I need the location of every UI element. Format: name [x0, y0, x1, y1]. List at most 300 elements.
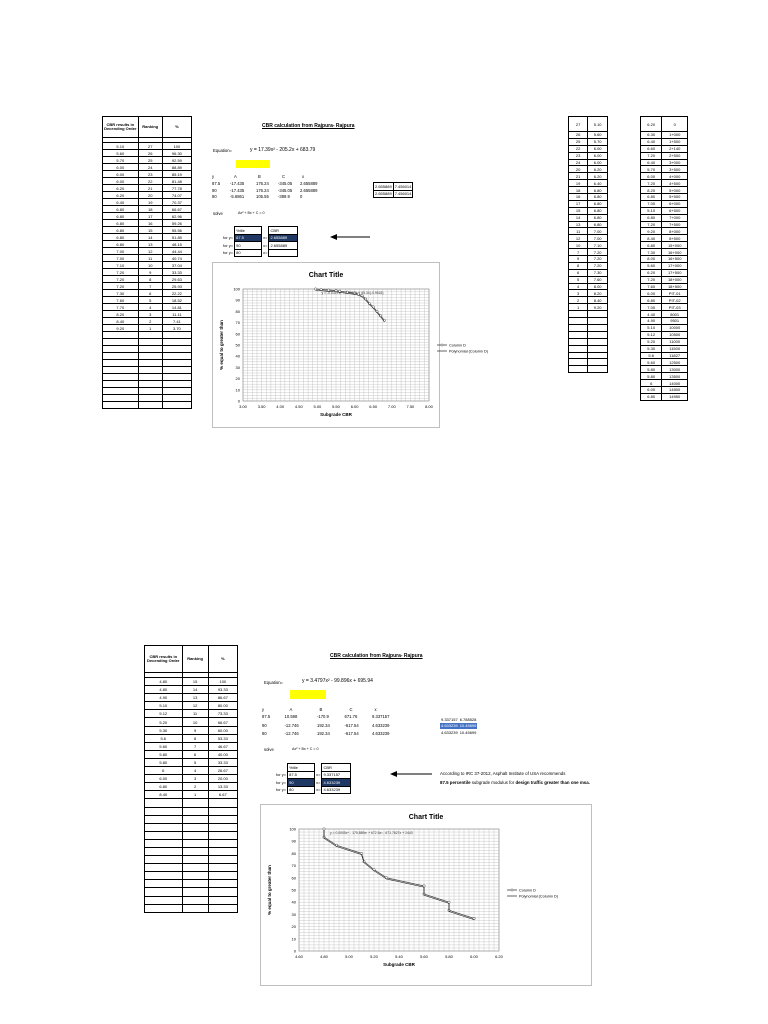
table-cell[interactable]	[138, 353, 162, 360]
table-cell[interactable]: 2	[182, 783, 208, 791]
table-cell[interactable]: 7.10	[588, 242, 608, 249]
table-cell[interactable]: 6.80	[641, 194, 662, 201]
table-cell[interactable]: 7.20	[641, 180, 662, 187]
table-cell[interactable]	[138, 381, 162, 388]
table-cell[interactable]: 4.633239	[441, 723, 458, 729]
table-cell[interactable]: 8001	[662, 311, 688, 318]
chart-page1[interactable]	[212, 262, 489, 428]
table-cell[interactable]: 53.33	[208, 734, 237, 742]
table-cell[interactable]: 40.00	[208, 750, 237, 758]
table-cell[interactable]: 44.44	[162, 248, 191, 255]
table-cell[interactable]: 7.00	[588, 228, 608, 235]
table-cell[interactable]	[162, 388, 191, 395]
table-cell[interactable]: 2.655889	[375, 191, 392, 197]
table-cell[interactable]	[182, 831, 208, 839]
table-cell[interactable]: 7	[138, 283, 162, 290]
table-cell[interactable]	[145, 864, 183, 872]
table-cell[interactable]: 6	[145, 767, 183, 775]
table-cell[interactable]: 7.10	[103, 262, 139, 269]
table-cell[interactable]: 5.60	[145, 742, 183, 750]
table-cell[interactable]	[208, 872, 237, 880]
table-cell[interactable]: 13500	[662, 373, 688, 380]
table-cell[interactable]	[208, 904, 237, 912]
table-cell[interactable]	[145, 839, 183, 847]
table-cell[interactable]: x=	[263, 242, 268, 248]
table-cell[interactable]	[182, 847, 208, 855]
table-cell[interactable]: 5.20	[145, 718, 183, 726]
table-cell[interactable]: 3+000	[662, 159, 688, 166]
table-cell[interactable]	[103, 360, 139, 367]
table-cell[interactable]: 8.40	[145, 791, 183, 799]
table-cell[interactable]: 7.00	[641, 304, 662, 311]
table-cell[interactable]: 1	[569, 304, 588, 311]
table-cell[interactable]: 6.00	[103, 171, 139, 178]
table-cell[interactable]: 37.04	[162, 262, 191, 269]
table-cell[interactable]: 7.20	[103, 276, 139, 283]
table-cell[interactable]: 7.00	[641, 200, 662, 207]
table-cell[interactable]: 5+000	[662, 187, 688, 194]
table-cell[interactable]: 60.00	[208, 726, 237, 734]
table-cell[interactable]	[145, 904, 183, 912]
table-cell[interactable]: 8	[569, 262, 588, 269]
table-cell[interactable]: 5.70	[588, 138, 608, 145]
table-cell[interactable]: 9	[182, 726, 208, 734]
table-cell[interactable]	[182, 823, 208, 831]
table-cell[interactable]	[145, 831, 183, 839]
table-cell[interactable]: 14000	[662, 380, 688, 387]
table-cell[interactable]: 8.00	[641, 256, 662, 263]
table-cell[interactable]	[162, 395, 191, 402]
table-cell[interactable]: 7.70	[103, 304, 139, 311]
table-cell[interactable]	[262, 227, 269, 235]
table-cell[interactable]: 11500	[662, 345, 688, 352]
table-cell[interactable]: 81.48	[162, 178, 191, 185]
table-cell[interactable]: 25.93	[162, 283, 191, 290]
table-cell[interactable]: 20	[569, 166, 588, 173]
table-cell[interactable]: 3+500	[662, 166, 688, 173]
table-cell[interactable]: 11	[569, 228, 588, 235]
table-cell[interactable]	[569, 359, 588, 366]
table-cell[interactable]: 2+500	[662, 152, 688, 159]
table-cell[interactable]: 13.33	[208, 783, 237, 791]
table-cell[interactable]	[162, 353, 191, 360]
table-cell[interactable]: 4+000	[662, 173, 688, 180]
table-cell[interactable]	[103, 332, 139, 339]
table-cell[interactable]	[569, 338, 588, 345]
table-cell[interactable]: 19	[138, 199, 162, 206]
table-cell[interactable]: 6.40	[588, 180, 608, 187]
table-cell[interactable]: 1	[138, 325, 162, 332]
table-cell[interactable]	[269, 249, 298, 257]
table-cell[interactable]: 7.20	[641, 152, 662, 159]
table-cell[interactable]: 11	[182, 710, 208, 718]
table-cell[interactable]: 18+000	[662, 276, 688, 283]
table-cell[interactable]: for y=	[276, 787, 287, 793]
table-cell[interactable]: 6.80	[103, 227, 139, 234]
table-cell[interactable]	[103, 388, 139, 395]
table-cell[interactable]: 2	[138, 318, 162, 325]
table-cell[interactable]: 7.20	[588, 249, 608, 256]
table-cell[interactable]	[162, 332, 191, 339]
table-cell[interactable]	[588, 366, 608, 373]
table-cell[interactable]: 62.96	[162, 213, 191, 220]
table-cell[interactable]: 12	[182, 702, 208, 710]
table-cell[interactable]: 6.80	[641, 297, 662, 304]
table-cell[interactable]: 7.41	[162, 318, 191, 325]
table-cell[interactable]	[145, 856, 183, 864]
table-cell[interactable]: 3	[182, 775, 208, 783]
chart-page2[interactable]	[260, 804, 592, 986]
column-header[interactable]: 5.10	[588, 117, 608, 132]
table-cell[interactable]	[103, 381, 139, 388]
table-cell[interactable]: 6.00	[641, 173, 662, 180]
column-header[interactable]: CBR results in Decending Order	[103, 117, 139, 138]
table-cell[interactable]	[182, 880, 208, 888]
table-cell[interactable]: 12	[569, 235, 588, 242]
table-cell[interactable]: 7+500	[662, 221, 688, 228]
column-header[interactable]: CBR	[322, 764, 351, 772]
table-cell[interactable]	[103, 374, 139, 381]
table-cell[interactable]: 6.20	[588, 166, 608, 173]
table-cell[interactable]	[588, 338, 608, 345]
table-cell[interactable]: 9	[138, 269, 162, 276]
table-cell[interactable]: 10.45699	[459, 723, 477, 729]
table-cell[interactable]	[208, 888, 237, 896]
table-cell[interactable]: 16	[569, 194, 588, 201]
table-cell[interactable]: 7+000	[662, 214, 688, 221]
table-cell[interactable]: 14	[569, 214, 588, 221]
table-cell[interactable]: 24	[138, 164, 162, 171]
table-cell[interactable]: 5.60	[103, 150, 139, 157]
table-cell[interactable]	[569, 324, 588, 331]
table-cell[interactable]	[588, 359, 608, 366]
table-cell[interactable]: 7	[182, 742, 208, 750]
table-cell[interactable]: 100	[162, 143, 191, 150]
table-cell[interactable]: 6.80	[103, 220, 139, 227]
table-cell[interactable]: 11827	[662, 352, 688, 359]
table-cell[interactable]: 17	[138, 213, 162, 220]
table-cell[interactable]: 5.6	[641, 352, 662, 359]
table-cell[interactable]: 6.20	[103, 192, 139, 199]
table-cell[interactable]	[315, 764, 322, 772]
table-cell[interactable]: 2.655889	[269, 234, 298, 242]
table-cell[interactable]	[588, 352, 608, 359]
table-cell[interactable]: 9	[569, 256, 588, 263]
table-cell[interactable]: 20	[138, 192, 162, 199]
table-cell[interactable]	[588, 324, 608, 331]
table-cell[interactable]	[162, 374, 191, 381]
table-cell[interactable]: 5	[569, 276, 588, 283]
table-cell[interactable]: 10.45699	[459, 729, 477, 735]
table-cell[interactable]	[162, 346, 191, 353]
table-cell[interactable]: 4.633239	[441, 729, 458, 735]
table-cell[interactable]	[182, 807, 208, 815]
table-cell[interactable]: 29.63	[162, 276, 191, 283]
table-cell[interactable]: 6.80	[103, 213, 139, 220]
table-cell[interactable]: 4.80	[145, 686, 183, 694]
table-cell[interactable]: 7.20	[641, 276, 662, 283]
table-cell[interactable]: 88.89	[162, 164, 191, 171]
table-cell[interactable]: 5.80	[145, 750, 183, 758]
column-header[interactable]: %	[162, 117, 191, 138]
table-cell[interactable]: for y=	[223, 242, 234, 248]
table-cell[interactable]: 3	[569, 290, 588, 297]
table-cell[interactable]	[208, 831, 237, 839]
table-cell[interactable]: 55.56	[162, 227, 191, 234]
table-cell[interactable]: 12	[138, 248, 162, 255]
table-cell[interactable]: 70.37	[162, 199, 191, 206]
table-cell[interactable]: 48.15	[162, 241, 191, 248]
table-cell[interactable]	[103, 339, 139, 346]
table-cell[interactable]: 6.80	[103, 234, 139, 241]
table-cell[interactable]: 8.40	[588, 297, 608, 304]
table-cell[interactable]: 10	[569, 242, 588, 249]
column-header[interactable]: CBR results in Decending Order	[145, 646, 183, 673]
table-cell[interactable]	[145, 880, 183, 888]
table-cell[interactable]	[208, 896, 237, 904]
table-cell[interactable]: 7.456014	[394, 191, 412, 197]
table-cell[interactable]	[208, 815, 237, 823]
table-cell[interactable]	[138, 332, 162, 339]
column-header[interactable]: %tile	[288, 764, 315, 772]
table-cell[interactable]	[222, 227, 235, 235]
table-cell[interactable]: 7	[569, 249, 588, 256]
table-cell[interactable]: 6.67	[208, 791, 237, 799]
table-cell[interactable]: 6	[641, 380, 662, 387]
table-cell[interactable]: 7.30	[641, 249, 662, 256]
table-cell[interactable]: 6.20	[588, 173, 608, 180]
table-cell[interactable]: 5.60	[588, 132, 608, 139]
table-cell[interactable]: 6.00	[641, 290, 662, 297]
table-cell[interactable]: 15	[138, 227, 162, 234]
table-cell[interactable]	[182, 864, 208, 872]
table-cell[interactable]: 6+000	[662, 200, 688, 207]
table-cell[interactable]	[569, 352, 588, 359]
table-cell[interactable]: 18+500	[662, 283, 688, 290]
table-cell[interactable]: 4.633239	[322, 786, 351, 794]
table-cell[interactable]: for y=	[223, 235, 234, 241]
table-cell[interactable]: 10000	[662, 324, 688, 331]
table-cell[interactable]: 17	[569, 200, 588, 207]
table-cell[interactable]: 6.80	[588, 187, 608, 194]
table-cell[interactable]: 6.60	[641, 145, 662, 152]
table-cell[interactable]: 87.5	[288, 771, 315, 779]
table-cell[interactable]: 2.655889	[269, 242, 298, 250]
table-cell[interactable]: 9.337157	[441, 716, 458, 722]
table-cell[interactable]: 6+500	[662, 207, 688, 214]
table-cell[interactable]	[208, 823, 237, 831]
table-cell[interactable]: 6.00	[103, 164, 139, 171]
table-cell[interactable]: 13000	[662, 366, 688, 373]
table-cell[interactable]	[103, 395, 139, 402]
table-cell[interactable]: 8.40	[103, 318, 139, 325]
table-cell[interactable]: 33.33	[162, 269, 191, 276]
table-cell[interactable]	[208, 839, 237, 847]
table-cell[interactable]: 80	[288, 786, 315, 794]
table-cell[interactable]: x=	[316, 772, 321, 778]
table-cell[interactable]: 6.80	[588, 221, 608, 228]
table-cell[interactable]: 22.22	[162, 290, 191, 297]
column-header[interactable]: 6.20	[641, 117, 662, 132]
table-cell[interactable]: 22	[138, 178, 162, 185]
table-cell[interactable]: 5.80	[641, 366, 662, 373]
table-cell[interactable]: 9.20	[103, 325, 139, 332]
table-cell[interactable]	[182, 799, 208, 807]
table-cell[interactable]: 6.00	[588, 145, 608, 152]
table-cell[interactable]: 23	[138, 171, 162, 178]
table-cell[interactable]: 77.78	[162, 185, 191, 192]
table-cell[interactable]: 5.60	[641, 262, 662, 269]
table-cell[interactable]: 25	[569, 138, 588, 145]
table-cell[interactable]: 26	[569, 132, 588, 139]
table-cell[interactable]: x=	[316, 787, 321, 793]
table-cell[interactable]	[182, 856, 208, 864]
table-cell[interactable]	[138, 346, 162, 353]
table-cell[interactable]: 14	[182, 686, 208, 694]
table-cell[interactable]	[182, 839, 208, 847]
table-cell[interactable]: 15+000	[662, 242, 688, 249]
table-cell[interactable]: 18	[138, 206, 162, 213]
table-cell[interactable]: 7.60	[588, 276, 608, 283]
table-cell[interactable]	[138, 374, 162, 381]
table-cell[interactable]: 19	[569, 180, 588, 187]
table-cell[interactable]: 5.10	[641, 324, 662, 331]
table-cell[interactable]	[588, 331, 608, 338]
table-cell[interactable]: 46.67	[208, 742, 237, 750]
table-cell[interactable]	[103, 346, 139, 353]
table-cell[interactable]: 2.655889	[375, 183, 392, 189]
table-cell[interactable]: 59.26	[162, 220, 191, 227]
table-cell[interactable]: 90	[288, 779, 315, 787]
table-cell[interactable]: 17+500	[662, 269, 688, 276]
table-cell[interactable]: 5.30	[641, 345, 662, 352]
table-cell[interactable]: 2	[569, 297, 588, 304]
table-cell[interactable]: 6.80	[641, 242, 662, 249]
table-cell[interactable]: 6.80	[641, 393, 662, 400]
table-cell[interactable]: 14950	[662, 393, 688, 400]
table-cell[interactable]	[182, 896, 208, 904]
table-cell[interactable]: 85.19	[162, 171, 191, 178]
table-cell[interactable]: 9501	[662, 318, 688, 325]
table-cell[interactable]	[569, 345, 588, 352]
table-cell[interactable]: 8.20	[588, 290, 608, 297]
table-cell[interactable]: 5.10	[103, 143, 139, 150]
table-cell[interactable]: 4.80	[145, 678, 183, 686]
table-cell[interactable]: 7.30	[103, 290, 139, 297]
table-cell[interactable]: 26	[138, 150, 162, 157]
table-cell[interactable]	[138, 402, 162, 409]
table-cell[interactable]: 8	[138, 276, 162, 283]
table-cell[interactable]	[145, 872, 183, 880]
table-cell[interactable]: 3.70	[162, 325, 191, 332]
table-cell[interactable]: for y=	[223, 250, 234, 256]
table-cell[interactable]	[145, 815, 183, 823]
table-cell[interactable]: 10	[138, 262, 162, 269]
table-cell[interactable]: 96.30	[162, 150, 191, 157]
table-cell[interactable]: 8.00	[588, 283, 608, 290]
table-cell[interactable]: x=	[263, 250, 268, 256]
table-cell[interactable]: 7.00	[103, 255, 139, 262]
table-cell[interactable]: 13	[569, 221, 588, 228]
table-cell[interactable]	[588, 311, 608, 318]
table-cell[interactable]: 14	[138, 234, 162, 241]
table-cell[interactable]: 5.70	[103, 157, 139, 164]
table-cell[interactable]	[103, 353, 139, 360]
table-cell[interactable]: 5.20	[641, 338, 662, 345]
table-cell[interactable]: 4	[569, 283, 588, 290]
table-cell[interactable]: 5.30	[145, 726, 183, 734]
table-cell[interactable]: 7.00	[588, 235, 608, 242]
table-cell[interactable]: 27	[138, 143, 162, 150]
table-cell[interactable]: 8	[182, 734, 208, 742]
table-cell[interactable]: 6.00	[103, 178, 139, 185]
column-header[interactable]: 27	[569, 117, 588, 132]
table-cell[interactable]: 6.20	[103, 185, 139, 192]
table-cell[interactable]: 6.80	[588, 207, 608, 214]
table-cell[interactable]: for y=	[276, 772, 287, 778]
table-cell[interactable]: 6.00	[588, 159, 608, 166]
table-cell[interactable]: 80	[235, 249, 262, 257]
table-cell[interactable]: x=	[263, 235, 268, 241]
table-cell[interactable]: x=	[316, 779, 321, 785]
table-cell[interactable]: 7.30	[588, 269, 608, 276]
table-cell[interactable]: 22	[569, 145, 588, 152]
table-cell[interactable]: 21	[569, 173, 588, 180]
table-cell[interactable]: 7.20	[641, 221, 662, 228]
table-cell[interactable]: 5	[138, 297, 162, 304]
table-cell[interactable]: 51.85	[162, 234, 191, 241]
table-cell[interactable]	[103, 402, 139, 409]
table-cell[interactable]: 87.5	[235, 234, 262, 242]
table-cell[interactable]: PIT-02	[662, 297, 688, 304]
table-cell[interactable]: 16	[138, 220, 162, 227]
table-cell[interactable]: 8+000	[662, 228, 688, 235]
table-cell[interactable]: 5.12	[641, 331, 662, 338]
table-cell[interactable]: 6.788528	[459, 716, 477, 722]
table-cell[interactable]: 17+000	[662, 262, 688, 269]
table-cell[interactable]: 7.20	[588, 256, 608, 263]
table-cell[interactable]: 4.90	[145, 694, 183, 702]
table-cell[interactable]: 4	[182, 767, 208, 775]
table-cell[interactable]: 86.67	[208, 694, 237, 702]
table-cell[interactable]: 73.33	[208, 710, 237, 718]
table-cell[interactable]	[588, 345, 608, 352]
table-cell[interactable]	[145, 847, 183, 855]
table-cell[interactable]: 8+500	[662, 235, 688, 242]
table-cell[interactable]: for y=	[276, 779, 287, 785]
column-header[interactable]: 0	[662, 117, 688, 132]
table-cell[interactable]: 6.80	[103, 206, 139, 213]
table-cell[interactable]	[138, 339, 162, 346]
table-cell[interactable]: 5+500	[662, 194, 688, 201]
table-cell[interactable]: 1+000	[662, 132, 688, 139]
table-cell[interactable]	[182, 904, 208, 912]
table-cell[interactable]: 100	[208, 678, 237, 686]
table-cell[interactable]: 4+500	[662, 180, 688, 187]
table-cell[interactable]	[588, 318, 608, 325]
table-cell[interactable]	[138, 388, 162, 395]
table-cell[interactable]: 2+140	[662, 145, 688, 152]
table-cell[interactable]: 93.33	[208, 686, 237, 694]
table-cell[interactable]: 9.337157	[322, 771, 351, 779]
table-cell[interactable]: 7.20	[588, 262, 608, 269]
table-cell[interactable]: 1+500	[662, 138, 688, 145]
table-cell[interactable]	[208, 847, 237, 855]
table-cell[interactable]: PIT-03	[662, 304, 688, 311]
table-cell[interactable]: 66.67	[162, 206, 191, 213]
table-cell[interactable]: 8.20	[641, 187, 662, 194]
table-cell[interactable]: 6.80	[588, 200, 608, 207]
